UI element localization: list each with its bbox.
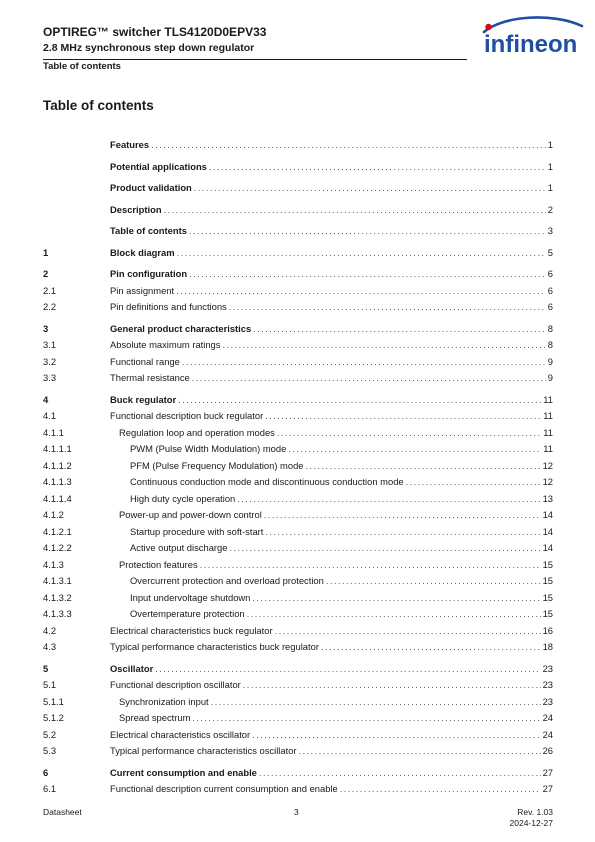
toc-entry-title: Protection features — [119, 559, 198, 570]
toc-entry-title: Functional range — [110, 356, 180, 367]
toc-entry[interactable] — [0, 442, 595, 456]
toc-entry[interactable] — [0, 558, 595, 572]
infineon-logo — [472, 14, 590, 62]
toc-entry-number: 4.3 — [43, 641, 57, 652]
toc-entry[interactable] — [0, 300, 595, 314]
toc-entry-title: Continuous conduction mode and discontinuous conduction mode — [130, 476, 404, 487]
toc-entry-page: 27 — [542, 783, 553, 794]
toc-entry-number: 4.1.1 — [43, 427, 64, 438]
toc-leader-dots — [252, 591, 540, 605]
toc-entry-title: Block diagram — [110, 247, 175, 258]
toc-entry-page: 9 — [547, 372, 553, 383]
toc-entry-number: 4.1.3.1 — [43, 575, 72, 586]
toc-entry-page: 6 — [547, 268, 553, 279]
toc-entry-title: Pin assignment — [110, 285, 175, 296]
toc-leader-dots — [155, 662, 540, 676]
toc-leader-dots — [176, 284, 546, 298]
toc-entry-title: Synchronization input — [119, 696, 209, 707]
toc-entry-page: 14 — [542, 542, 553, 553]
toc-entry-title: PWM (Pulse Width Modulation) mode — [130, 443, 287, 454]
toc-entry-page: 8 — [547, 339, 553, 350]
toc-entry-number: 4.1.3 — [43, 559, 64, 570]
toc-leader-dots — [299, 744, 541, 758]
toc-entry-number: 4.1.3.2 — [43, 592, 72, 603]
toc-entry-title: Potential applications — [110, 161, 207, 172]
toc-entry-title: Electrical characteristics buck regulator — [110, 625, 273, 636]
toc-entry-title: PFM (Pulse Frequency Modulation) mode — [130, 460, 304, 471]
toc-entry-title: Functional description current consumption and enable — [110, 783, 338, 794]
logo-wordmark: infineon — [484, 31, 578, 58]
toc-entry[interactable] — [0, 267, 595, 281]
toc-entry-title: Regulation loop and operation modes — [119, 427, 275, 438]
toc-entry-page: 27 — [542, 767, 553, 778]
toc-entry-number: 4.1.2 — [43, 509, 64, 520]
toc-leader-dots — [265, 525, 540, 539]
toc-entry[interactable] — [0, 541, 595, 555]
toc-entry-number: 4 — [43, 394, 49, 405]
toc-entry[interactable] — [0, 322, 595, 336]
toc-entry-page: 6 — [547, 301, 553, 312]
toc-entry-number: 3 — [43, 323, 49, 334]
toc-entry-number: 5.1.2 — [43, 712, 64, 723]
toc-entry-page: 15 — [542, 559, 553, 570]
toc-leader-dots — [321, 640, 541, 654]
toc-entry-page: 6 — [547, 285, 553, 296]
toc-entry[interactable] — [0, 508, 595, 522]
toc-entry-page: 11 — [543, 427, 553, 438]
toc-entry[interactable] — [0, 138, 595, 152]
toc-leader-dots — [288, 442, 541, 456]
toc-entry[interactable] — [0, 355, 595, 369]
toc-entry-page: 24 — [542, 729, 553, 740]
toc-entry[interactable] — [0, 766, 595, 780]
toc-entry[interactable] — [0, 338, 595, 352]
toc-entry-page: 23 — [542, 679, 553, 690]
toc-leader-dots — [340, 782, 541, 796]
footer-rev: Rev. 1.03 — [517, 807, 553, 817]
toc-leader-dots — [164, 203, 546, 217]
toc-entry-number: 2.1 — [43, 285, 57, 296]
toc-entry[interactable] — [0, 409, 595, 423]
toc-entry-number: 3.2 — [43, 356, 57, 367]
toc-leader-dots — [264, 508, 541, 522]
toc-entry-title: Buck regulator — [110, 394, 177, 405]
toc-leader-dots — [209, 160, 546, 174]
toc-entry-page: 14 — [542, 509, 553, 520]
toc-entry-page: 23 — [542, 696, 553, 707]
toc-entry-number: 6.1 — [43, 783, 57, 794]
toc-entry-title: Pin configuration — [110, 268, 188, 279]
toc-entry-title: Oscillator — [110, 663, 154, 674]
toc-leader-dots — [406, 475, 541, 489]
toc-entry-number: 3.1 — [43, 339, 57, 350]
toc-entry-title: General product characteristics — [110, 323, 252, 334]
toc-leader-dots — [200, 558, 541, 572]
toc-entry[interactable] — [0, 728, 595, 742]
toc-entry[interactable] — [0, 426, 595, 440]
toc-entry-number: 4.1.2.2 — [43, 542, 72, 553]
toc-leader-dots — [222, 338, 545, 352]
toc-entry-page: 23 — [542, 663, 553, 674]
toc-entry-page: 24 — [542, 712, 553, 723]
toc-entry-title: Input undervoltage shutdown — [130, 592, 251, 603]
toc-entry-number: 4.1.1.1 — [43, 443, 72, 454]
toc-entry-title: Current consumption and enable — [110, 767, 257, 778]
toc-entry-page: 13 — [542, 493, 553, 504]
toc-leader-dots — [326, 574, 541, 588]
toc-leader-dots — [229, 541, 540, 555]
header-divider — [43, 59, 467, 60]
toc-entry-title: Overtemperature protection — [130, 608, 245, 619]
toc-entry-title: Typical performance characteristics buck regulator — [110, 641, 319, 652]
toc-entry[interactable] — [0, 224, 595, 238]
toc-leader-dots — [194, 181, 546, 195]
toc-entry-page: 11 — [543, 394, 553, 405]
toc-leader-dots — [177, 246, 546, 260]
toc-entry-page: 5 — [547, 247, 553, 258]
toc-entry-title: Spread spectrum — [119, 712, 191, 723]
toc-entry-page: 12 — [542, 476, 553, 487]
toc-entry[interactable] — [0, 160, 595, 174]
toc-entry-number: 1 — [43, 247, 49, 258]
toc-leader-dots — [151, 138, 546, 152]
toc-entry-page: 14 — [542, 526, 553, 537]
toc-entry-number: 4.1.1.3 — [43, 476, 72, 487]
toc-entry-number: 4.1.1.4 — [43, 493, 72, 504]
footer-revision — [510, 807, 553, 829]
toc-entry-page: 8 — [547, 323, 553, 334]
toc-leader-dots — [178, 393, 541, 407]
toc-leader-dots — [252, 728, 540, 742]
toc-entry-number: 5.1.1 — [43, 696, 64, 707]
toc-entry[interactable] — [0, 393, 595, 407]
toc-leader-dots — [189, 267, 546, 281]
toc-leader-dots — [247, 607, 541, 621]
toc-entry[interactable] — [0, 203, 595, 217]
toc-entry-title: Power-up and power-down control — [119, 509, 262, 520]
footer-date: 2024-12-27 — [509, 818, 553, 828]
toc-entry-page: 11 — [543, 443, 553, 454]
toc-entry[interactable] — [0, 246, 595, 260]
toc-leader-dots — [259, 766, 541, 780]
footer-page-number: 3 — [294, 807, 299, 817]
toc-entry-title: Description — [110, 204, 162, 215]
toc-entry[interactable] — [0, 459, 595, 473]
toc-entry-page: 1 — [547, 161, 553, 172]
toc-leader-dots — [192, 371, 546, 385]
page-heading: Table of contents — [43, 98, 154, 113]
toc-entry[interactable] — [0, 678, 595, 692]
toc-entry-title: Overcurrent protection and overload protection — [130, 575, 324, 586]
toc-leader-dots — [182, 355, 546, 369]
toc-leader-dots — [192, 711, 540, 725]
toc-entry[interactable] — [0, 475, 595, 489]
toc-entry-title: Thermal resistance — [110, 372, 190, 383]
toc-entry-title: Features — [110, 139, 150, 150]
toc-entry-title: Electrical characteristics oscillator — [110, 729, 251, 740]
toc-leader-dots — [211, 695, 541, 709]
toc-entry-page: 18 — [542, 641, 553, 652]
toc-entry-title: Active output discharge — [130, 542, 228, 553]
toc-leader-dots — [306, 459, 541, 473]
toc-entry[interactable] — [0, 711, 595, 725]
toc-leader-dots — [237, 492, 540, 506]
toc-entry[interactable] — [0, 492, 595, 506]
toc-leader-dots — [243, 678, 541, 692]
toc-entry[interactable] — [0, 624, 595, 638]
toc-entry-title: Functional description buck regulator — [110, 410, 264, 421]
toc-entry[interactable] — [0, 607, 595, 621]
toc-leader-dots — [229, 300, 546, 314]
toc-entry-number: 5.3 — [43, 745, 57, 756]
toc-entry[interactable] — [0, 181, 595, 195]
toc-leader-dots — [189, 224, 546, 238]
toc-entry-number: 3.3 — [43, 372, 57, 383]
toc-leader-dots — [277, 426, 541, 440]
toc-entry-title: Product validation — [110, 182, 192, 193]
toc-entry-number: 2.2 — [43, 301, 57, 312]
toc-entry-page: 2 — [547, 204, 553, 215]
toc-entry[interactable] — [0, 744, 595, 758]
toc-entry-number: 5.2 — [43, 729, 57, 740]
toc-entry[interactable] — [0, 640, 595, 654]
toc-entry[interactable] — [0, 662, 595, 676]
toc-entry-number: 4.1.3.3 — [43, 608, 72, 619]
toc-entry-number: 4.1.1.2 — [43, 460, 72, 471]
toc-entry-title: Startup procedure with soft-start — [130, 526, 264, 537]
toc-entry-page: 15 — [542, 608, 553, 619]
toc-entry-page: 9 — [547, 356, 553, 367]
toc-entry[interactable] — [0, 782, 595, 796]
toc-entry[interactable] — [0, 525, 595, 539]
toc-entry-number: 4.1.2.1 — [43, 526, 72, 537]
toc-entry-page: 26 — [542, 745, 553, 756]
toc-entry-page: 12 — [542, 460, 553, 471]
header-section-label: Table of contents — [43, 61, 121, 72]
toc-entry-number: 4.2 — [43, 625, 57, 636]
toc-entry[interactable] — [0, 591, 595, 605]
toc-entry-number: 6 — [43, 767, 49, 778]
toc-entry-title: Absolute maximum ratings — [110, 339, 221, 350]
toc-entry-title: Typical performance characteristics oscillator — [110, 745, 297, 756]
toc-entry[interactable] — [0, 371, 595, 385]
document-title: OPTIREG™ switcher TLS4120D0EPV33 — [43, 25, 267, 39]
footer-doc-type: Datasheet — [43, 807, 82, 817]
toc-entry[interactable] — [0, 574, 595, 588]
toc-entry-number: 5.1 — [43, 679, 57, 690]
document-subtitle: 2.8 MHz synchronous step down regulator — [43, 42, 255, 54]
toc-entry-title: High duty cycle operation — [130, 493, 236, 504]
toc-entry-page: 11 — [543, 410, 553, 421]
toc-entry-page: 16 — [542, 625, 553, 636]
toc-entry-number: 4.1 — [43, 410, 57, 421]
toc-entry-page: 15 — [542, 575, 553, 586]
toc-leader-dots — [275, 624, 541, 638]
toc-entry-title: Table of contents — [110, 225, 187, 236]
toc-entry-number: 2 — [43, 268, 49, 279]
toc-entry-page: 1 — [547, 139, 553, 150]
toc-entry[interactable] — [0, 284, 595, 298]
toc-entry-title: Pin definitions and functions — [110, 301, 227, 312]
toc-entry-page: 15 — [542, 592, 553, 603]
toc-entry[interactable] — [0, 695, 595, 709]
toc-entry-number: 5 — [43, 663, 49, 674]
toc-entry-title: Functional description oscillator — [110, 679, 241, 690]
toc-entry-page: 1 — [547, 182, 553, 193]
toc-leader-dots — [265, 409, 541, 423]
toc-entry-page: 3 — [547, 225, 553, 236]
toc-leader-dots — [253, 322, 546, 336]
